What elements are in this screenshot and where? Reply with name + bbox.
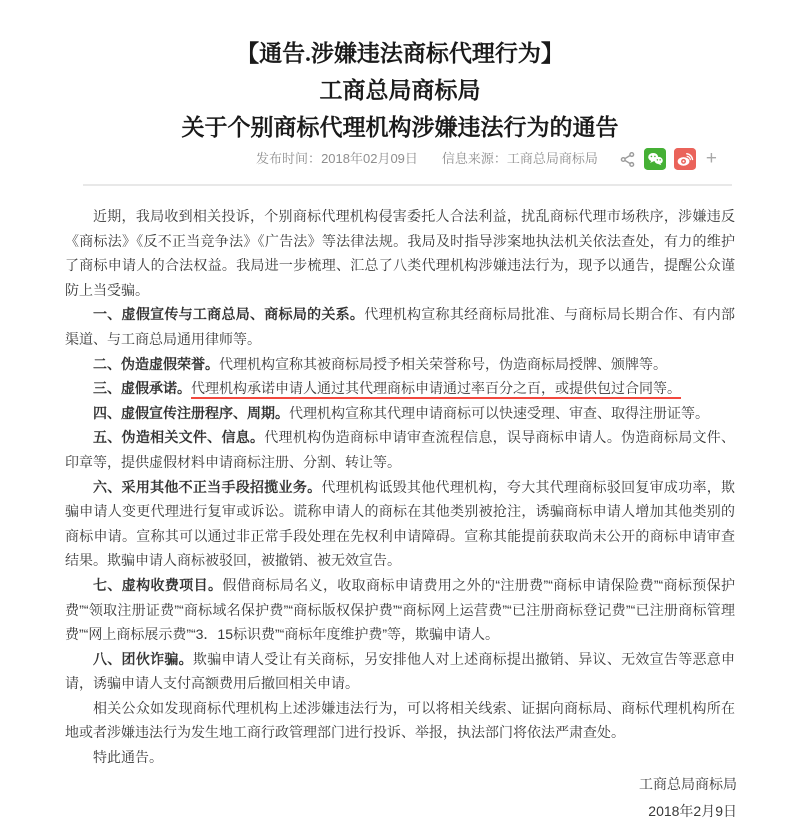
- paragraph: 六、采用其他不正当手段招揽业务。代理机构诋毁其他代理机构，夸大其代理商标驳回复审成功率，欺骗申请人变更代理进行复审或诉讼。谎称申请人的商标在其他类别被抢注，诱骗商标申请人增加其他类别的商标申请。宣称其可以通过非正常手段处理在先权利申请障碍。宣称其能提前获取尚未公开的商标申请审查结果。欺骗申请人商标被驳回，被撤销、被无效宣告。: [65, 478, 736, 569]
- paragraph: 近期，我局收到相关投诉，个别商标代理机构侵害委托人合法利益，扰乱商标代理市场秩序，涉嫌违反《商标法》《反不正当竞争法》《广告法》等法律法规。我局及时指导涉案地执法机关依法查处，有力的维护了商标申请人的合法权益。我局进一步梳理、汇总了八类代理机构涉嫌违法行为，现予以通告，提醒公众谨防上当受骗。: [65, 208, 735, 298]
- weibo-icon[interactable]: [674, 148, 696, 170]
- paragraph: 特此通告。: [93, 749, 163, 766]
- section-heading: 三、虚假承诺。: [93, 380, 191, 397]
- wechat-icon[interactable]: [644, 148, 666, 170]
- section-heading: 二、伪造虚假荣誉。: [93, 355, 219, 372]
- paragraph: 二、伪造虚假荣誉。代理机构宣称其被商标局授予相关荣誉称号，伪造商标局授牌、颁牌等。: [93, 355, 667, 372]
- page-title: [0, 35, 800, 146]
- signature: [0, 771, 800, 825]
- paragraph: 八、团伙诈骗。欺骗申请人受让有关商标，另安排他人对上述商标提出撤销、异议、无效宣告等恶意申请，诱骗申请人支付高额费用后撤回相关申请。: [65, 650, 736, 692]
- publish-time-value: 2018年02月09日: [321, 151, 418, 166]
- red-underlined-text: 代理机构承诺申请人通过其代理商标申请通过率百分之百，或提供包过合同等。: [191, 380, 681, 399]
- section-heading: 四、虚假宣传注册程序、周期。: [93, 404, 289, 421]
- paragraph: 四、虚假宣传注册程序、周期。代理机构宣称其代理申请商标可以快速受理、审查、取得注册证等。: [93, 404, 709, 421]
- publish-time: [256, 148, 418, 170]
- meta-row: [0, 148, 800, 170]
- paragraph: 一、虚假宣传与工商总局、商标局的关系。代理机构宣称其经商标局批准、与商标局长期合作、有内部渠道、与工商总局通用律师等。: [65, 306, 736, 347]
- section-heading: 一、虚假宣传与工商总局、商标局的关系。: [93, 306, 365, 323]
- paragraph: [65, 376, 735, 401]
- title-line-3: 关于个别商标代理机构涉嫌违法行为的通告: [181, 115, 619, 140]
- title-line-2: 工商总局商标局: [319, 78, 481, 103]
- divider: [83, 184, 732, 186]
- section-heading: 八、团伙诈骗。: [93, 650, 193, 667]
- share-icon[interactable]: [619, 151, 636, 168]
- section-heading: 七、虚构收费项目。: [93, 576, 223, 593]
- info-source: [442, 148, 598, 170]
- paragraph: 五、伪造相关文件、信息。代理机构伪造商标申请审查流程信息，误导商标申请人。伪造商标局文件、印章等，提供虚假材料申请商标注册、分割、转让等。: [65, 429, 736, 470]
- publish-time-label: 发布时间：: [256, 151, 322, 166]
- section-heading: 五、伪造相关文件、信息。: [93, 429, 265, 446]
- signature-date: 2018年2月9日: [648, 802, 737, 819]
- title-line-1: 【通告.涉嫌违法商标代理行为】: [236, 41, 564, 66]
- paragraph: 七、虚构收费项目。假借商标局名义，收取商标申请费用之外的“注册费”“商标申请保险费”“商标预保护费”“领取注册证费”“商标域名保护费”“商标版权保护费”“商标网上运营费”“已注册商标登记费”“已注册商标管理费”“网上商标展示费”“3．15标识费”“商标年度维护费”等，欺骗申请人。: [65, 576, 736, 643]
- section-heading: 六、采用其他不正当手段招揽业务。: [93, 478, 322, 495]
- notice-body: [0, 204, 800, 770]
- paragraph: 相关公众如发现商标代理机构上述涉嫌违法行为，可以将相关线索、证据向商标局、商标代理机构所在地或者涉嫌违法行为发生地工商行政管理部门进行投诉、举报，执法部门将依法严肃查处。: [65, 699, 735, 741]
- signature-org: 工商总局商标局: [639, 775, 737, 792]
- share-bar: [619, 148, 717, 170]
- plus-icon[interactable]: +: [705, 148, 717, 169]
- info-source-label: 信息来源：: [441, 151, 507, 166]
- info-source-value: 工商总局商标局: [506, 151, 598, 166]
